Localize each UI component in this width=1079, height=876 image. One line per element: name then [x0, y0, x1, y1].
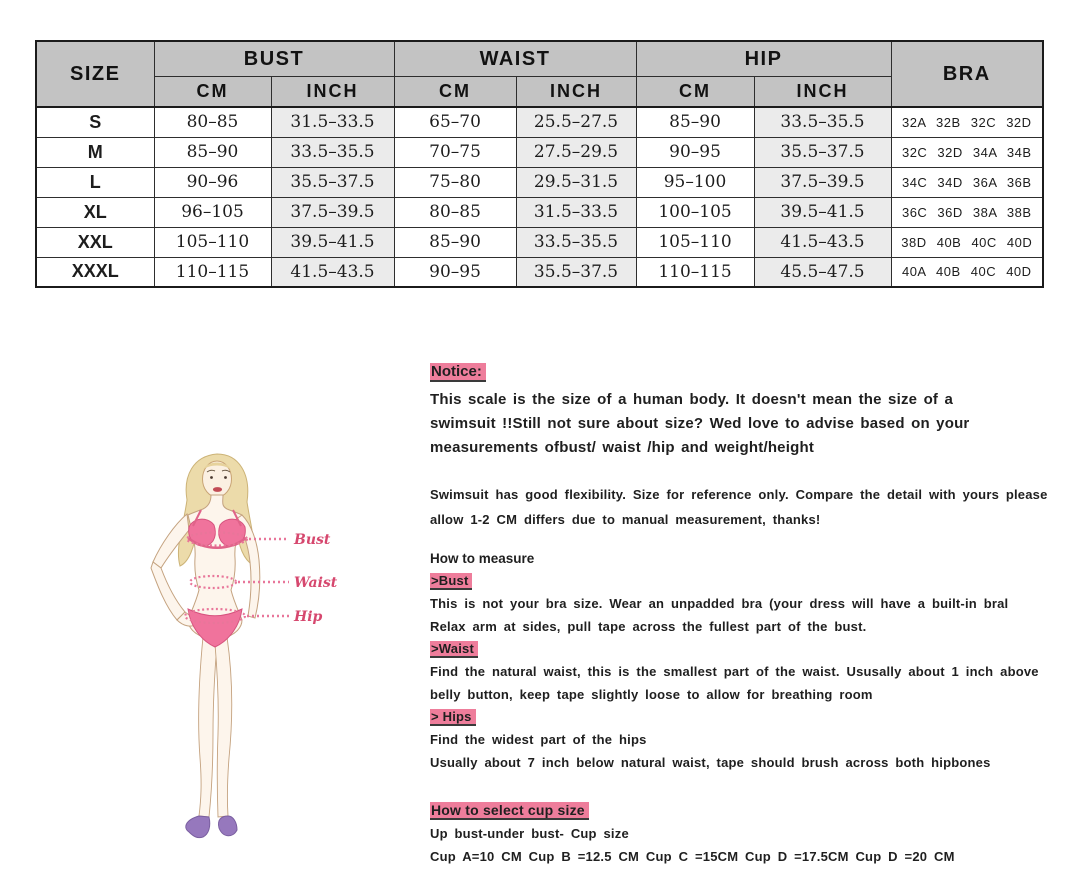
waist-heading-label: >Waist: [430, 641, 478, 658]
hip-cm-value: 95–100: [636, 167, 754, 197]
bra-value: 40A 40B 40C 40D: [891, 257, 1043, 287]
cup-instructions: [430, 822, 1060, 868]
notice-text-line: swimsuit !!Still not sure about size? Wed love to advise based on your: [430, 415, 970, 432]
hip-inch-value: 35.5–37.5: [754, 137, 891, 167]
waist-instructions: [430, 660, 1060, 706]
table-row-xl: [36, 197, 1043, 227]
waist-cm-value: 75–80: [394, 167, 516, 197]
waist-inch-value: 31.5–33.5: [516, 197, 636, 227]
hips-instruction-line: Usually about 7 inch below natural waist, tape should brush across both hipbones: [430, 755, 991, 770]
bust-inch-value: 39.5–41.5: [271, 227, 394, 257]
bra-value: 32A 32B 32C 32D: [891, 107, 1043, 137]
waist-cm-value: 80–85: [394, 197, 516, 227]
header-bust-cm: CM: [154, 77, 271, 108]
header-bust: BUST: [154, 41, 394, 77]
waist-inch-value: 33.5–35.5: [516, 227, 636, 257]
bust-inch-value: 33.5–35.5: [271, 137, 394, 167]
bust-inch-value: 37.5–39.5: [271, 197, 394, 227]
waist-label: Waist: [294, 575, 338, 591]
waist-cm-value: 65–70: [394, 107, 516, 137]
header-waist: WAIST: [394, 41, 636, 77]
bust-cm-value: 105–110: [154, 227, 271, 257]
shoes: [186, 816, 237, 838]
bust-cm-value: 80–85: [154, 107, 271, 137]
header-bust-inch: INCH: [271, 77, 394, 108]
bust-heading-label: >Bust: [430, 573, 472, 590]
bust-cm-value: 96–105: [154, 197, 271, 227]
bust-inch-value: 41.5–43.5: [271, 257, 394, 287]
bust-label: Bust: [294, 532, 331, 548]
bust-instruction-line: Relax arm at sides, pull tape across the fullest part of the bust.: [430, 619, 867, 634]
table-row-xxxl: [36, 257, 1043, 287]
cup-size-heading-label: How to select cup size: [430, 802, 589, 820]
cup-size-heading: [430, 798, 1060, 822]
waist-inch-value: 25.5–27.5: [516, 107, 636, 137]
hip-cm-value: 90–95: [636, 137, 754, 167]
waist-heading: [430, 638, 1060, 660]
waist-instruction-line: Find the natural waist, this is the smallest part of the waist. Ususally about 1 inch above: [430, 664, 1039, 679]
size-chart-table: [35, 40, 1044, 288]
hip-cm-value: 105–110: [636, 227, 754, 257]
table-row-m: [36, 137, 1043, 167]
cup-instruction-line: Cup A=10 CM Cup B =12.5 CM Cup C =15CM Cup D =17.5CM Cup D =20 CM: [430, 849, 955, 864]
size-value: S: [36, 107, 154, 137]
hip-inch-value: 39.5–41.5: [754, 197, 891, 227]
size-value: XXXL: [36, 257, 154, 287]
notice-text-line: This scale is the size of a human body. It doesn't mean the size of a: [430, 391, 954, 408]
size-value: L: [36, 167, 154, 197]
hips-heading: [430, 706, 1060, 728]
size-value: XL: [36, 197, 154, 227]
header-hip: HIP: [636, 41, 891, 77]
waist-inch-value: 29.5–31.5: [516, 167, 636, 197]
hip-cm-value: 100–105: [636, 197, 754, 227]
waist-inch-value: 27.5–29.5: [516, 137, 636, 167]
bust-instructions: [430, 592, 1060, 638]
header-waist-cm: CM: [394, 77, 516, 108]
flexibility-note: [430, 482, 1060, 532]
bra-value: 36C 36D 38A 38B: [891, 197, 1043, 227]
waist-inch-value: 35.5–37.5: [516, 257, 636, 287]
notice-heading: [430, 362, 1060, 382]
waist-instruction-line: belly button, keep tape slightly loose to allow for breathing room: [430, 687, 873, 702]
bust-cm-value: 85–90: [154, 137, 271, 167]
waist-cm-value: 70–75: [394, 137, 516, 167]
hip-inch-value: 37.5–39.5: [754, 167, 891, 197]
header-bra: BRA: [891, 41, 1043, 107]
size-value: XXL: [36, 227, 154, 257]
measurement-figure-illustration: [125, 448, 405, 848]
bust-heading: [430, 570, 1060, 592]
table-row-l: [36, 167, 1043, 197]
bra-value: 38D 40B 40C 40D: [891, 227, 1043, 257]
bust-inch-value: 35.5–37.5: [271, 167, 394, 197]
flexibility-note-line: allow 1-2 CM differs due to manual measurement, thanks!: [430, 512, 821, 527]
notice-heading-label: Notice:: [430, 363, 486, 382]
table-row-xxl: [36, 227, 1043, 257]
bust-cm-value: 110–115: [154, 257, 271, 287]
bust-cm-value: 90–96: [154, 167, 271, 197]
hip-inch-value: 41.5–43.5: [754, 227, 891, 257]
hips-heading-label: > Hips: [430, 709, 476, 726]
header-hip-cm: CM: [636, 77, 754, 108]
flexibility-note-line: Swimsuit has good flexibility. Size for reference only. Compare the detail with yours please: [430, 487, 1048, 502]
cup-instruction-line: Up bust-under bust- Cup size: [430, 826, 629, 841]
header-waist-inch: INCH: [516, 77, 636, 108]
header-hip-inch: INCH: [754, 77, 891, 108]
bra-value: 32C 32D 34A 34B: [891, 137, 1043, 167]
hip-cm-value: 85–90: [636, 107, 754, 137]
notice-paragraph: [430, 388, 1060, 460]
hip-inch-value: 45.5–47.5: [754, 257, 891, 287]
notice-text-line: measurements ofbust/ waist /hip and weight/height: [430, 439, 815, 456]
header-size: SIZE: [36, 41, 154, 107]
hip-label: Hip: [294, 609, 323, 625]
woman-sketch: [151, 454, 260, 838]
size-value: M: [36, 137, 154, 167]
bust-instruction-line: This is not your bra size. Wear an unpadded bra (your dress will have a built-in bral: [430, 596, 1009, 611]
table-row-s: [36, 107, 1043, 137]
bust-inch-value: 31.5–33.5: [271, 107, 394, 137]
hip-cm-value: 110–115: [636, 257, 754, 287]
how-to-measure-heading: How to measure: [430, 551, 535, 566]
waist-cm-value: 85–90: [394, 227, 516, 257]
waist-cm-value: 90–95: [394, 257, 516, 287]
hip-inch-value: 33.5–35.5: [754, 107, 891, 137]
hips-instruction-line: Find the widest part of the hips: [430, 732, 647, 747]
hips-instructions: [430, 728, 1060, 774]
bra-value: 34C 34D 36A 36B: [891, 167, 1043, 197]
sizing-notes-section: [430, 362, 1060, 868]
